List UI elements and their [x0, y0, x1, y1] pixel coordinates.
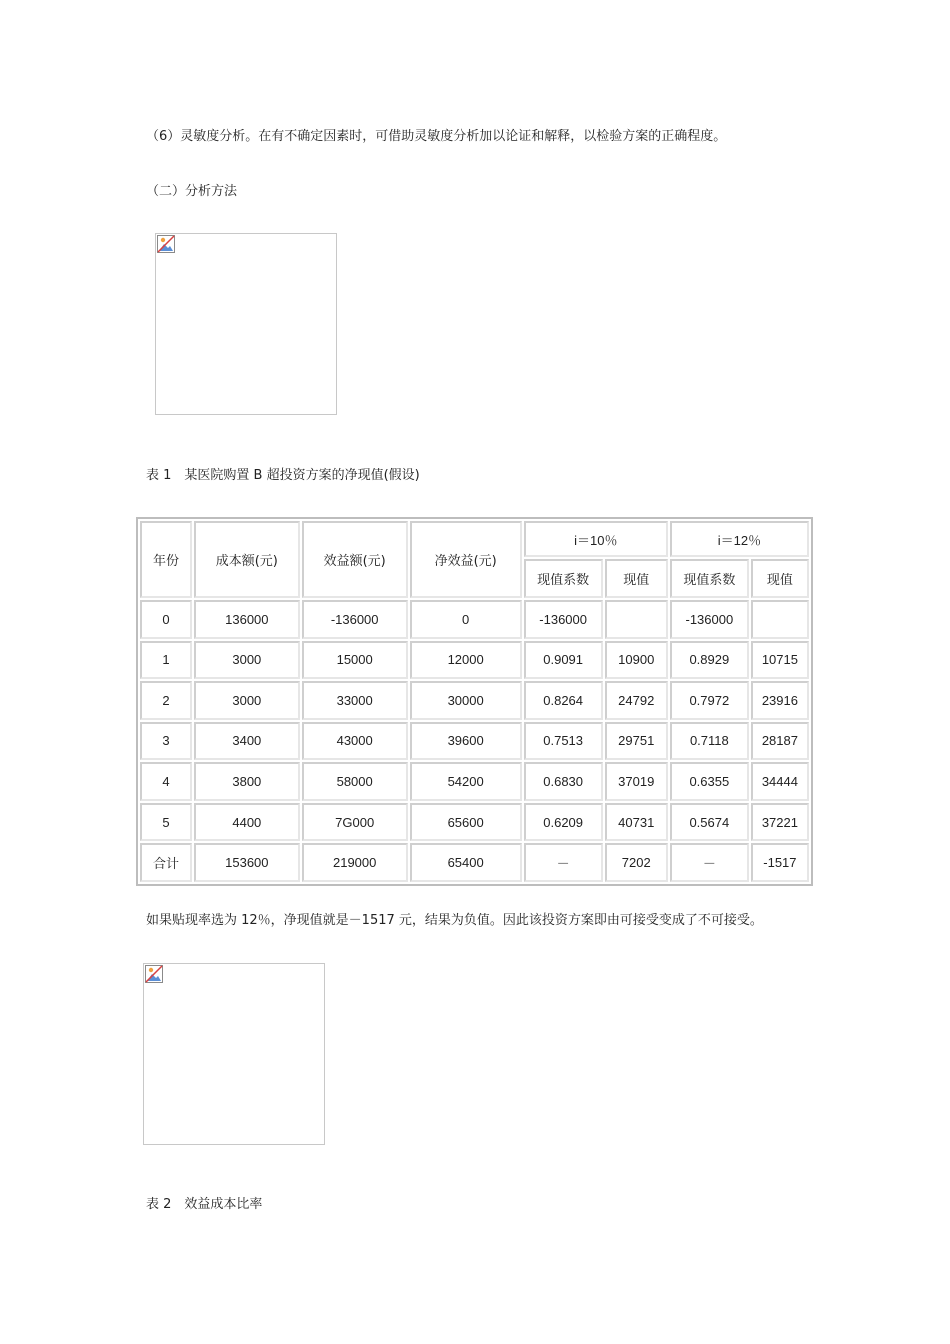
table-cell: 39600: [410, 722, 522, 761]
table-cell: 219000: [302, 843, 408, 882]
table-cell: 2: [140, 681, 192, 720]
table-cell: 54200: [410, 762, 522, 801]
table-cell: 0.6830: [524, 762, 603, 801]
conclusion-paragraph: 如果贴现率选为 12％，净现值就是－1517 元，结果为负值。因此该投资方案即由可接受变成了不可接受。: [146, 913, 763, 928]
table-total-row: [140, 843, 809, 882]
table-cell: 12000: [410, 641, 522, 680]
table-cell: 30000: [410, 681, 522, 720]
table-row: [140, 803, 809, 842]
table-cell: －: [524, 843, 603, 882]
table-cell: 34444: [751, 762, 809, 801]
header-coef-12: 现值系数: [670, 559, 749, 598]
table-cell: 136000: [194, 600, 300, 639]
header-benefit: 效益额(元): [302, 521, 408, 598]
table-cell: 1: [140, 641, 192, 680]
table-cell: 3: [140, 722, 192, 761]
table-cell: 0.7972: [670, 681, 749, 720]
header-pv-12: 现值: [751, 559, 809, 598]
table-cell: 5: [140, 803, 192, 842]
table-cell: 0.6355: [670, 762, 749, 801]
table-cell: 0.7118: [670, 722, 749, 761]
method-heading: （二）分析方法: [146, 184, 238, 199]
table-cell: 0.9091: [524, 641, 603, 680]
table-cell: 0.5674: [670, 803, 749, 842]
table-cell: -136000: [524, 600, 603, 639]
table-cell: 0: [140, 600, 192, 639]
table-cell: 合计: [140, 843, 192, 882]
table2-caption: 表 2 效益成本比率: [146, 1197, 263, 1212]
table-cell: 40731: [605, 803, 668, 842]
header-year: 年份: [140, 521, 192, 598]
ratio-image-placeholder: [143, 963, 325, 1145]
header-pv-10: 现值: [605, 559, 668, 598]
table-cell: 43000: [302, 722, 408, 761]
table-cell: 3000: [194, 641, 300, 680]
table-cell: 37221: [751, 803, 809, 842]
broken-image-icon: [157, 235, 175, 253]
header-rate-12: i＝12％: [670, 521, 809, 557]
table-cell: 37019: [605, 762, 668, 801]
table-cell: [605, 600, 668, 639]
table1-caption: 表 1 某医院购置 B 超投资方案的净现值(假设): [146, 468, 420, 483]
table-row: [140, 681, 809, 720]
header-coef-10: 现值系数: [524, 559, 603, 598]
table-cell: 4: [140, 762, 192, 801]
table-cell: -136000: [302, 600, 408, 639]
broken-image-icon: [145, 965, 163, 983]
table-cell: -1517: [751, 843, 809, 882]
table-row: [140, 600, 809, 639]
table-cell: 3000: [194, 681, 300, 720]
table-cell: 0: [410, 600, 522, 639]
table-cell: 15000: [302, 641, 408, 680]
table-row: [140, 722, 809, 761]
table-cell: 28187: [751, 722, 809, 761]
table-cell: 3800: [194, 762, 300, 801]
table-cell: 10900: [605, 641, 668, 680]
table-cell: 0.8264: [524, 681, 603, 720]
table-cell: 0.6209: [524, 803, 603, 842]
table-cell: 23916: [751, 681, 809, 720]
table-header-row: [140, 521, 809, 557]
header-net-benefit: 净效益(元): [410, 521, 522, 598]
table-cell: -136000: [670, 600, 749, 639]
table-cell: 10715: [751, 641, 809, 680]
table-cell: 153600: [194, 843, 300, 882]
table-cell: 65400: [410, 843, 522, 882]
header-rate-10: i＝10％: [524, 521, 668, 557]
npv-table: [136, 517, 813, 886]
sensitivity-paragraph: （6）灵敏度分析。在有不确定因素时，可借助灵敏度分析加以论证和解释，以检验方案的正确程度。: [146, 129, 727, 144]
table-row: [140, 641, 809, 680]
table-cell: 24792: [605, 681, 668, 720]
table-cell: 7G000: [302, 803, 408, 842]
table-row: [140, 762, 809, 801]
header-cost: 成本额(元): [194, 521, 300, 598]
table-cell: 29751: [605, 722, 668, 761]
method-image-placeholder: [155, 233, 337, 415]
table-cell: 33000: [302, 681, 408, 720]
table-cell: 0.7513: [524, 722, 603, 761]
table-cell: －: [670, 843, 749, 882]
table-cell: 65600: [410, 803, 522, 842]
table-cell: 0.8929: [670, 641, 749, 680]
table-cell: 3400: [194, 722, 300, 761]
table-cell: 58000: [302, 762, 408, 801]
table-cell: [751, 600, 809, 639]
table-cell: 4400: [194, 803, 300, 842]
table-cell: 7202: [605, 843, 668, 882]
